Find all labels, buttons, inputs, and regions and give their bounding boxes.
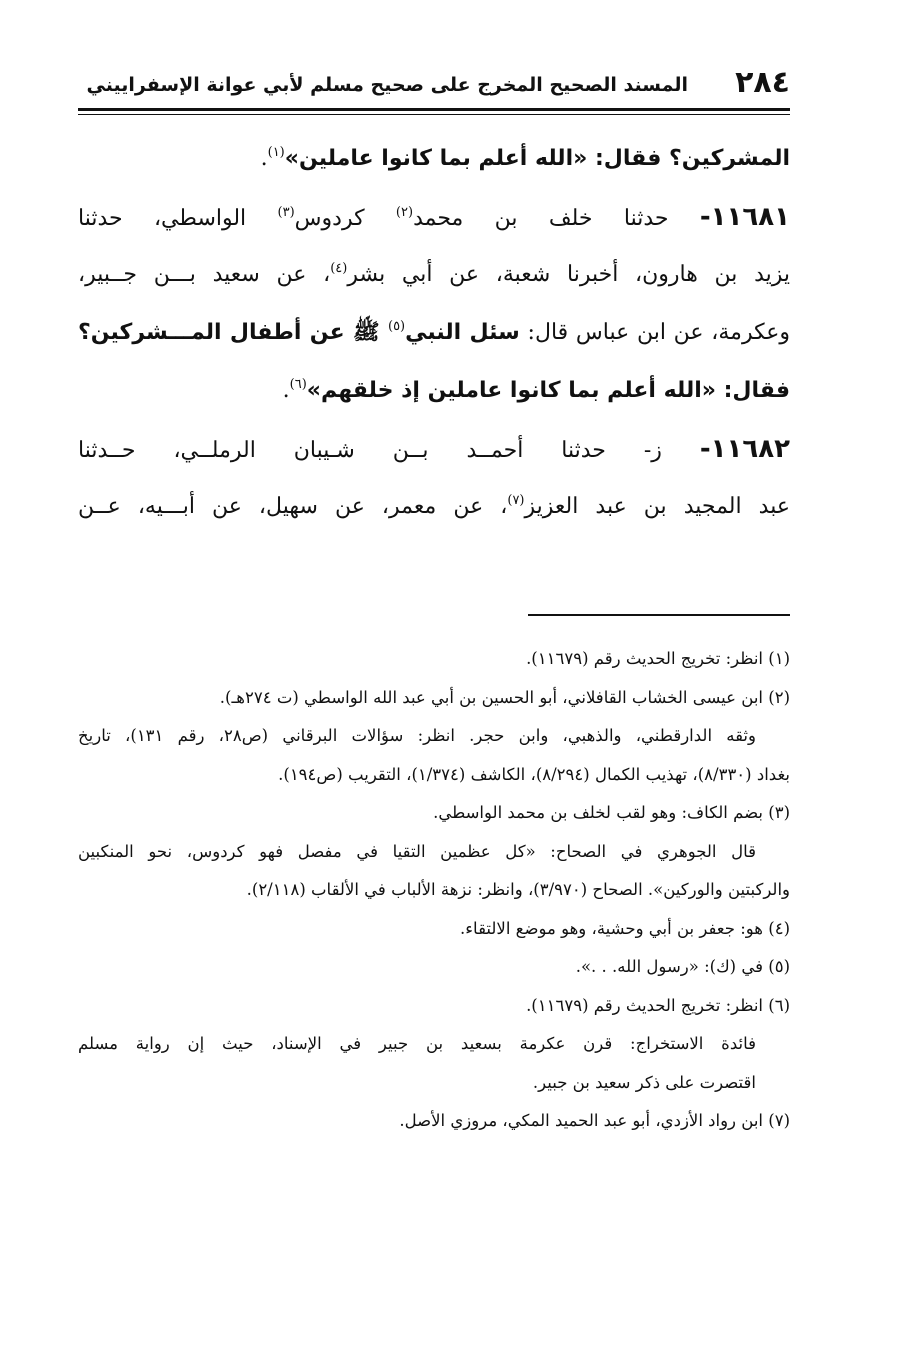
text-bold: المشركين؟ فقال: (587, 146, 790, 171)
footnotes (78, 640, 790, 1141)
footnote-2: (٢) ابن عيسى الخشاب القافلاني، أبو الحسين بن أبي عبد الله الواسطي (ت ٢٧٤هـ). (219, 687, 790, 707)
text: ، عن سعيد بـــن جــبير، (78, 262, 331, 287)
header-rule-thin (78, 114, 790, 115)
text: كردوس (294, 206, 396, 231)
text: الواسطي، حدثنا (78, 206, 278, 231)
main-line-5 (78, 362, 790, 420)
text: ز- حدثنا أحمــد بــن شـيبان الرملــي، حــدثنا (78, 438, 700, 463)
footnote-1: (١) انظر: تخريج الحديث رقم (١١٦٧٩). (526, 649, 790, 668)
text: حدثنا خلف بن محمد (413, 206, 700, 231)
main-line-3 (78, 246, 790, 304)
page-number: ٢٨٤ (735, 65, 790, 100)
footnote-3-cont: والركبتين والوركين». الصحاح (٣/٩٧٠)، وانظر: نزهة الألباب في الألقاب (٢/١١٨). (246, 880, 790, 899)
footnote-3-cont: قال الجوهري في الصحاح: «كل عظمين التقيا في مفصل فهو كردوس، نحو المنكبين (78, 841, 756, 861)
footnote-2-cont: بغداد (٨/٣٣٠)، تهذيب الكمال (٨/٢٩٤)، الكاشف (١/٣٧٤)، التقريب (ص١٩٤). (278, 764, 790, 784)
quote-text: «الله أعلم بما كانوا عاملين» (284, 146, 588, 171)
header-rule-thick (78, 108, 790, 111)
hadith-number-11682: ١١٦٨٢- (699, 434, 790, 464)
footnote-2-cont: وثقه الدارقطني، والذهبي، وابن حجر. انظر: سؤالات البرقاني (ص٢٨، رقم ١٣١)، تاريخ (78, 726, 756, 745)
text: يزيد بن هارون، أخبرنا شعبة، عن أبي بشر (347, 262, 790, 287)
footnote-3: (٣) بضم الكاف: وهو لقب لخلف بن محمد الواسطي. (433, 803, 790, 822)
main-line-2 (78, 188, 790, 246)
hadith-number-11681: ١١٦٨١- (699, 202, 790, 232)
quote-text: «الله أعلم بما كانوا عاملين إذ خلقهم» (306, 378, 716, 403)
main-text (78, 130, 790, 536)
text-bold: فقال: (715, 378, 790, 403)
page-header (78, 60, 790, 106)
footnote-ref-5: (٥) (387, 319, 406, 334)
text-end: . (282, 378, 290, 403)
footnote-ref-7: (٧) (507, 493, 525, 508)
main-line-1 (78, 130, 790, 188)
footnote-6-cont: اقتصرت على ذكر سعيد بن جبير. (532, 1072, 756, 1092)
footnote-6-cont: فائدة الاستخراج: قرن عكرمة بسعيد بن جبير في الإسناد، حيث إن رواية مسلم (78, 1034, 756, 1053)
footnote-7: (٧) ابن رواد الأزدي، أبو عبد الحميد المكي، مروزي الأصل. (399, 1111, 790, 1130)
text: وعكرمة، عن ابن عباس قال: (519, 320, 790, 345)
text-end: . (260, 146, 268, 171)
footnote-ref-2: (٢) (395, 205, 414, 220)
main-line-7 (78, 478, 790, 536)
running-title: المسند الصحيح المخرج على صحيح مسلم لأبي عوانة الإسفراييني (86, 74, 688, 96)
text: ، عن معمر، عن سهيل، عن أبـــيه، عــن (78, 494, 508, 519)
footnote-ref-3: (٣) (277, 205, 295, 220)
text-bold: سئل النبي (405, 320, 520, 345)
text: عبد المجيد بن عبد العزيز (524, 494, 790, 519)
main-line-4 (78, 304, 790, 362)
footnote-6: (٦) انظر: تخريج الحديث رقم (١١٦٧٩). (526, 995, 790, 1015)
main-line-6 (78, 420, 790, 478)
text-bold: ﷺ عن أطفال المـــشركين؟ (78, 320, 388, 345)
footnote-ref-1: (١) (267, 145, 285, 160)
footnote-5: (٥) في (ك): «رسول الله. . .». (575, 957, 790, 976)
footnote-ref-6: (٦) (289, 377, 307, 392)
footnote-separator (528, 614, 790, 616)
footnote-ref-4: (٤) (330, 261, 348, 276)
footnote-4: (٤) هو: جعفر بن أبي وحشية، وهو موضع الالتقاء. (460, 918, 790, 938)
